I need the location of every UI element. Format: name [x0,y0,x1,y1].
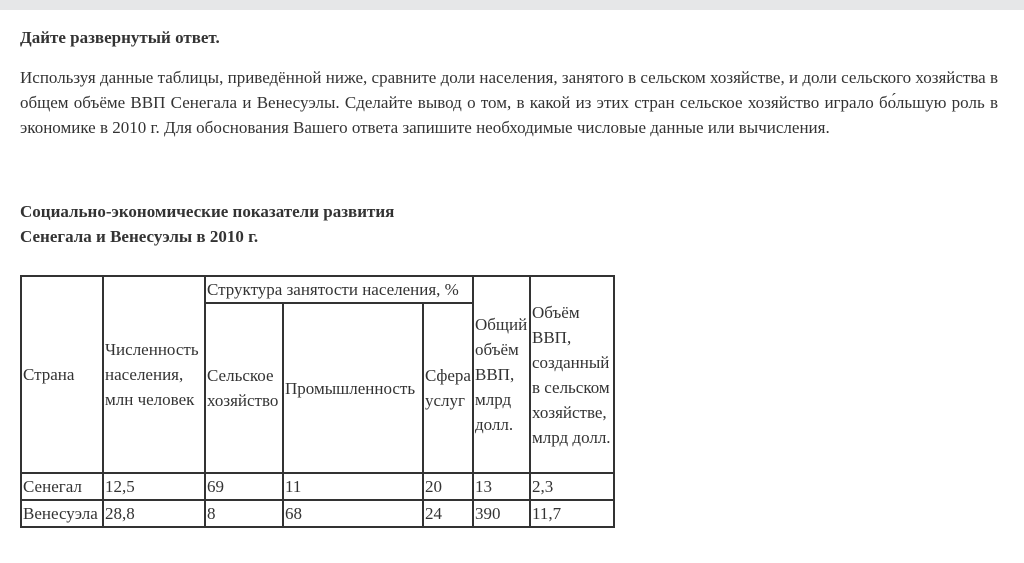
cell-services: 24 [423,500,473,527]
cell-industry: 68 [283,500,423,527]
top-bar [0,0,1024,10]
header-agri-gdp: Объём ВВП, созданный в сельском хозяйстве, млрд долл. [530,276,614,473]
header-services: Сфера услуг [423,303,473,473]
table-row [21,500,614,527]
data-table [20,275,615,528]
table-caption [20,199,394,249]
cell-agriculture: 8 [205,500,283,527]
cell-population: 28,8 [103,500,205,527]
header-industry: Промышленность [283,303,423,473]
header-country: Страна [21,276,103,473]
cell-agri-gdp: 2,3 [530,473,614,500]
task-heading: Дайте развернутый ответ. [20,28,220,47]
cell-agriculture: 69 [205,473,283,500]
header-gdp: Общий объём ВВП, млрд долл. [473,276,530,473]
cell-gdp: 390 [473,500,530,527]
cell-agri-gdp: 11,7 [530,500,614,527]
cell-country: Венесуэла [21,500,103,527]
caption-line-1: Социально-экономические показатели развития [20,202,395,221]
cell-services: 20 [423,473,473,500]
header-population: Численность населения, млн человек [103,276,205,473]
cell-population: 12,5 [103,473,205,500]
header-agriculture: Сельское хозяйство [205,303,283,473]
table-header-row [21,276,614,303]
cell-industry: 11 [283,473,423,500]
header-employment-group: Структура занятости населения, % [205,276,473,303]
table-row [21,473,614,500]
cell-gdp: 13 [473,473,530,500]
task-question: Используя данные таблицы, приведённой ниже, сравните доли населения, занятого в сельском хозяйстве, и доли сельского хозяйства в общем объёме ВВП Сенегала и Венесуэлы. Сделайте вывод о том, в какой из этих стран сельское хозяйство играло бо́льшую роль в экономике в 2010 г. Для обоснования Вашего ответа запишите необходимые числовые данные или вычисления. [20,68,998,137]
cell-country: Сенегал [21,473,103,500]
caption-line-2: Сенегала и Венесуэлы в 2010 г. [20,227,259,246]
